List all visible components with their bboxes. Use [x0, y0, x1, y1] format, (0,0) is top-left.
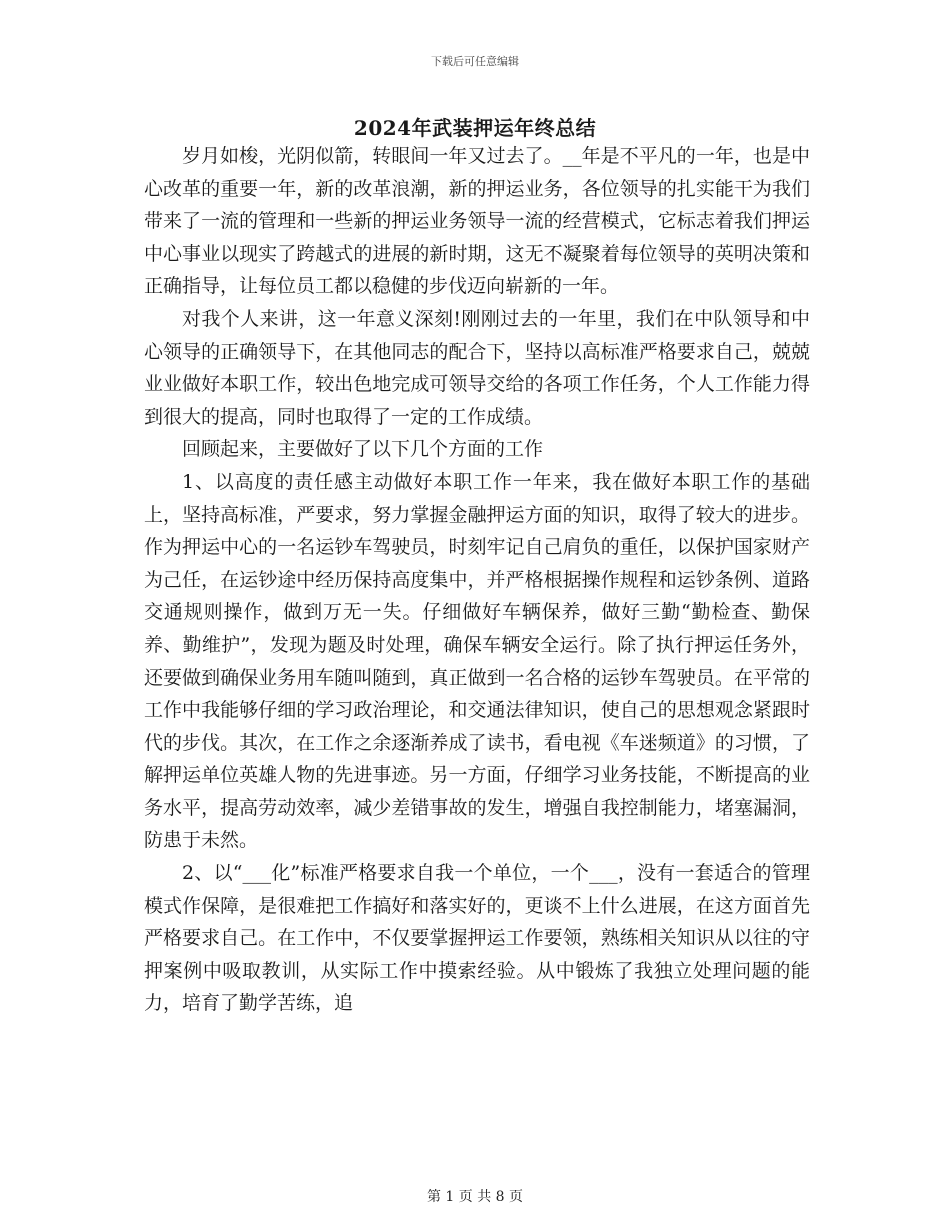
paragraph-4: 1、以高度的责任感主动做好本职工作一年来，我在做好本职工作的基础上，坚持高标准，严要求，努力掌握金融押运方面的知识，取得了较大的进步。作为押运中心的一名运钞车驾驶员，时刻牢记自己肩负的重任，以保护国家财产为己任，在运钞途中经历保持高度集中，并严格根据操作规程和运钞条例、道路交通规则操作，做到万无一失。仔细做好车辆保养，做好三勤“勤检查、勤保养、勤维护”，发现为题及时处理，确保车辆安全运行。除了执行押运任务外，还要做到确保业务用车随叫随到，真正做到一名合格的运钞车驾驶员。在平常的工作中我能够仔细的学习政治理论，和交通法律知识，使自己的思想观念紧跟时代的步伐。其次，在工作之余逐渐养成了读书，看电视《车迷频道》的习惯，了解押运单位英雄人物的先进事迹。另一方面，仔细学习业务技能，不断提高的业务水平，提高劳动效率，减少差错事故的发生，增强自我控制能力，堵塞漏洞，防患于未然。 — [144, 470, 810, 852]
paragraph-2: 对我个人来讲，这一年意义深刻!刚刚过去的一年里，我们在中队领导和中心领导的正确领导下，在其他同志的配合下，坚持以高标准严格要求自己，兢兢业业做好本职工作，较出色地完成可领导交给的各项工作任务，个人工作能力得到很大的提高，同时也取得了一定的工作成绩。 — [144, 307, 810, 428]
page-indicator: 第 1 页 共 8 页 — [426, 1189, 524, 1205]
header-note: 下载后可任意编辑 — [431, 55, 519, 68]
paragraph-5: 2、以“___化”标准严格要求自我一个单位，一个___，没有一套适合的管理模式作保障，是很难把工作搞好和落实好的，更谈不上什么进展，在这方面首先严格要求自己。在工作中，不仅要掌握押运工作要领，熟练相关知识从以往的守押案例中吸取教训，从实际工作中摸索经验。从中锻炼了我独立处理问题的能力，培育了勤学苦练，追 — [144, 862, 810, 1015]
paragraph-1: 岁月如梭，光阴似箭，转眼间一年又过去了。__年是不平凡的一年，也是中心改革的重要一年，新的改革浪潮，新的押运业务，各位领导的扎实能干为我们带来了一流的管理和一些新的押运业务领导一流的经营模式，它标志着我们押运中心事业以现实了跨越式的进展的新时期，这无不凝聚着每位领导的英明决策和正确指导，让每位员工都以稳健的步伐迈向崭新的一年。 — [144, 145, 810, 298]
document-title: 2024年武装押运年终总结 — [353, 116, 597, 140]
paragraph-3: 回顾起来，主要做好了以下几个方面的工作 — [182, 438, 544, 461]
document-body — [144, 140, 810, 1020]
